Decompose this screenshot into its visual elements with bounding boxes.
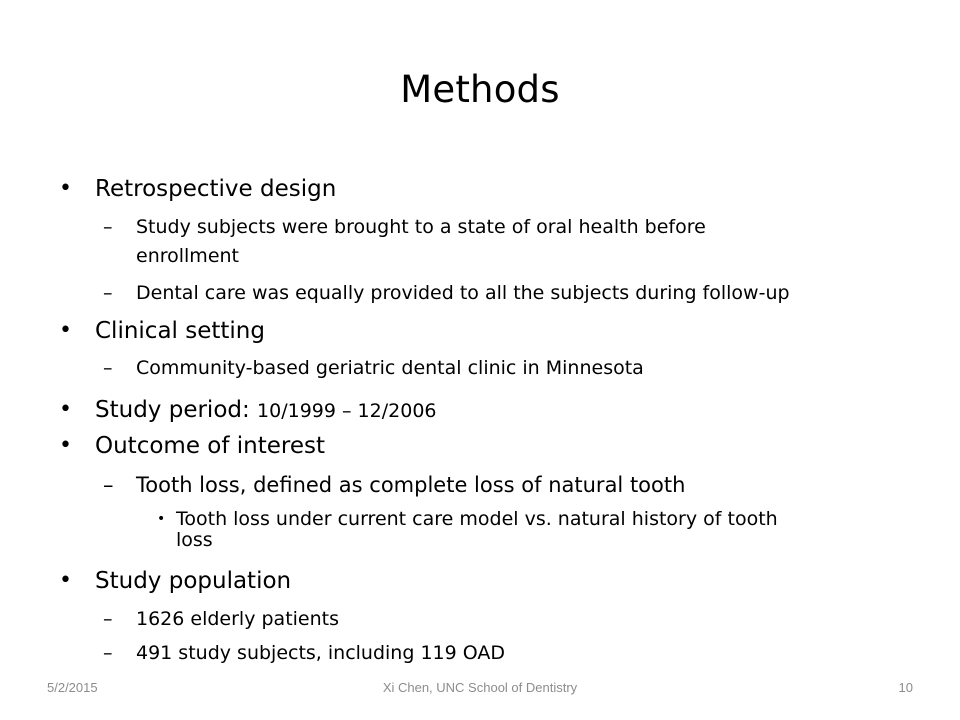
subbullet-clinic — [103, 356, 644, 380]
subbullet-study-subjects — [103, 641, 506, 665]
footer-author: Xi Chen, UNC School of Dentistry — [382, 680, 578, 695]
subbullet-text: Community-based geriatric dental clinic in Minnesota — [136, 357, 644, 379]
study-period-value: 10/1999 – 12/2006 — [257, 400, 437, 422]
footer-page-number: 10 — [898, 680, 913, 695]
dash-marker: – — [103, 473, 114, 497]
subbullet-text: Tooth loss, defined as complete loss of natural tooth — [136, 473, 686, 497]
bullet-marker: • — [59, 318, 72, 343]
bullet-study-population — [59, 567, 292, 595]
bullet-text: Study period: — [95, 397, 250, 423]
subbullet-dental-care — [103, 281, 790, 305]
subsubbullet-text: Tooth loss under current care model vs. natural history of tooth — [176, 508, 778, 530]
bullet-text: Retrospective design — [95, 176, 337, 202]
subbullet-elderly-patients — [103, 607, 339, 631]
bullet-marker: • — [59, 397, 72, 422]
bullet-marker: • — [59, 176, 72, 201]
dash-marker: – — [103, 216, 113, 238]
dash-marker: – — [103, 608, 113, 630]
subbullet-text: 491 study subjects, including 119 OAD — [136, 642, 506, 664]
dash-marker: – — [103, 357, 113, 379]
bullet-outcome-of-interest — [59, 432, 325, 460]
bullet-study-period — [59, 396, 437, 425]
subbullet-oral-health-continued — [136, 244, 239, 268]
slide-title: Methods — [400, 68, 560, 111]
bullet-text: Outcome of interest — [95, 433, 325, 459]
dash-marker: – — [103, 282, 113, 304]
bullet-retrospective-design — [59, 175, 337, 203]
bullet-clinical-setting — [59, 317, 265, 345]
subsubbullet-care-model-continued — [176, 530, 213, 550]
bullet-marker: • — [59, 568, 72, 593]
subsubbullet-care-model — [157, 508, 778, 530]
subbullet-text: Dental care was equally provided to all the subjects during follow-up — [136, 282, 790, 304]
subbullet-text: enrollment — [136, 245, 239, 267]
subbullet-text: Study subjects were brought to a state of oral health before — [136, 216, 706, 238]
bullet-text: Study population — [95, 568, 292, 594]
dash-marker: – — [103, 642, 113, 664]
subsubbullet-text: loss — [176, 529, 213, 551]
subbullet-text: 1626 elderly patients — [136, 608, 339, 630]
bullet-text: Clinical setting — [95, 318, 265, 344]
subbullet-oral-health — [103, 215, 706, 239]
bullet-marker: • — [59, 433, 72, 458]
footer-date: 5/2/2015 — [47, 680, 98, 695]
bullet-marker: • — [157, 511, 166, 527]
subbullet-tooth-loss — [103, 472, 686, 498]
